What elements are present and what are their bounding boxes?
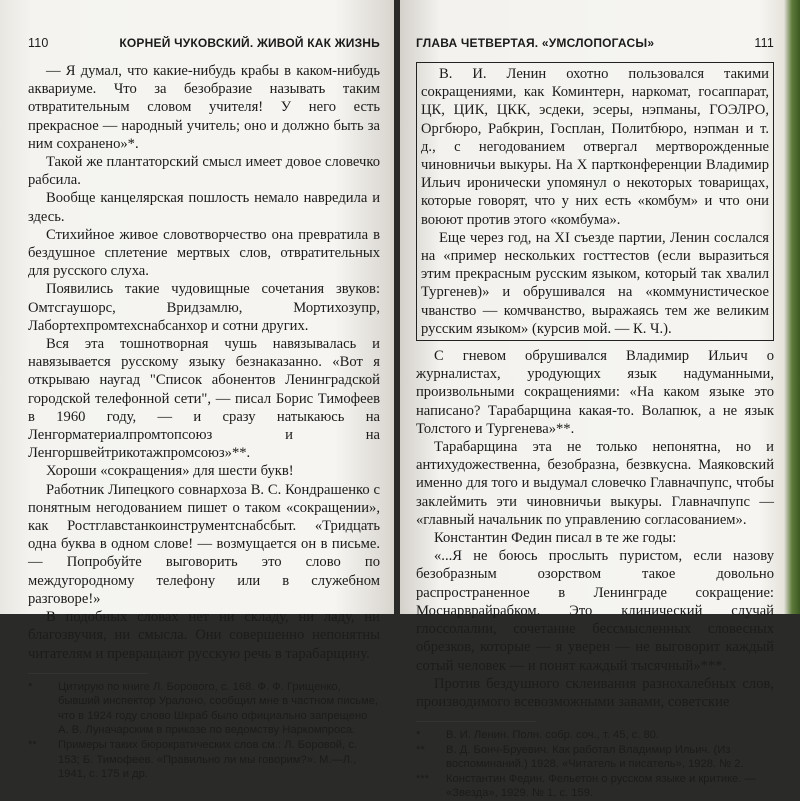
- footnote-text: Константин Федин. Фельетон о русском языке и критике. — «Звезда», 1929. № 1, с. 159.: [446, 772, 756, 800]
- paragraph: Работник Липецкого совнархоза В. С. Кондрашенко с понятным негодованием пишет о таком «сокращении», как Ростглавстанкоинструментснабсбыт. «Тридцать одна буква в одном слове! — возмущается он в письме. — Попробуйте выговорить это слово по междугородному телефону или в служебном разговоре!»: [28, 481, 380, 607]
- right-running-head: ГЛАВА ЧЕТВЕРТАЯ. «УМСЛОПОГАСЫ»: [416, 36, 655, 50]
- left-page: [0, 0, 394, 781]
- paragraph: Вся эта тошнотворная чушь навязывалась и навязывается русскому языку безнаказанно. «Вот я открываю наугад "Список абонентов Ленинградской городской телефонной сети", — писал Борис Тимофеев в 1960 году, — и сразу натыкаюсь на Ленгорматериалпромтопсоюз и на Ленгоршвейтрикотажпромсоюз»**.: [28, 336, 380, 462]
- paragraph: С гневом обрушивался Владимир Ильич о журналистах, уродующих язык надуманными, произвольными сокращениями: «На каком языке это написано? Тарабарщина какая-то. Волапюк, а не язык Толстого и Тургенева»**.: [416, 348, 774, 437]
- quote-paragraph: «...Я не боюсь прослыть пуристом, если назову безобразным озорством такое довольно распространенное в Ленинграде сокращение: Моснарврайрабком. Это клинический случай глоссолалии, сочетание бессмысленных словесных обрезков, которые — я уверен — не выговорит каждый сотый человек — и понят каждый тысячный»***.: [416, 548, 774, 674]
- left-running-head: КОРНЕЙ ЧУКОВСКИЙ. ЖИВОЙ КАК ЖИЗНЬ: [119, 36, 380, 50]
- paragraph: Вообще канцелярская пошлость немало навредила и здесь.: [28, 190, 380, 225]
- paragraph: Стихийное живое словотворчество она превратила в бездушное сплетение мертвых слов, отвратительных для русского слуха.: [28, 226, 380, 280]
- footnote-mark: **: [28, 739, 37, 752]
- left-body-text: [28, 62, 380, 663]
- footnote-mark: ***: [416, 772, 430, 785]
- footnote-mark: **: [416, 743, 425, 756]
- footnote: [28, 738, 380, 782]
- footnote-mark: *: [28, 680, 33, 693]
- footnote-text: Примеры таких бюрократических слов см.: Л. Боровой, с. 153; Б. Тимофеев. «Правильно ли мы говорим?». М.—Л., 1941, с. 175 и др.: [58, 739, 357, 781]
- footnote: [28, 680, 380, 738]
- paragraph: Появились такие чудовищные сочетания звуков: Омтсгаушорс, Вридзамлю, Мортихозупр, Лабортехпромтехснабсанхор и сотни других.: [28, 281, 380, 334]
- left-header: [28, 36, 380, 50]
- paragraph: Тарабарщина эта не только непонятна, но и антихудожественна, безобразна, безвкусна. Маяковский именно для того и выдумал словечко Главначпупс, чтобы заклеймить эти чиновничьи выкуры. Главначпупс — «главный начальник по управлению согласованием».: [416, 439, 774, 528]
- paragraph: Константин Федин писал в те же годы:: [434, 530, 677, 547]
- paragraph: В. И. Ленин охотно пользовался такими сокращениями, как Коминтерн, наркомат, госаппарат, ЦК, ЦИК, ЦКК, эсдеки, эсеры, нэпманы, ГОЭЛРО, Оргбюро, Рабкрин, Госплан, Политбюро, нэпман и т. д., с негодованием отвергал мертворожденные чиновничьи выкуры. На X партконференции Владимир Ильич иронически упомянул о некоторых товарищах, которые говорят, что у них есть «комбум» и что они воюют против этого «комбума».: [421, 66, 769, 228]
- right-header: [416, 36, 774, 50]
- footnote-divider: [416, 721, 536, 722]
- right-page: [400, 0, 800, 800]
- paragraph: В подобных словах нет ни складу, ни ладу, ни благозвучия, ни смысла. Они совершенно непонятны читателям и превращают русскую речь в тарабарщину.: [28, 609, 380, 662]
- right-body-text: [416, 62, 774, 711]
- boxed-insert: [416, 62, 774, 341]
- paragraph: Еще через год, на XI съезде партии, Ленин сослался на «пример нескольких госттестов (если выразиться этим прекрасным русским языком, который так хвалил Тургенев)» и обрушивался на «коммунистическое чванство — комчванство, выражаясь тем же великим русским языком» (курсив мой. — К. Ч.).: [421, 229, 769, 337]
- paragraph: Хороши «сокращения» для шести букв!: [46, 463, 294, 480]
- footnote: [416, 743, 774, 772]
- right-page-number: 111: [754, 36, 774, 50]
- footnote-divider: [28, 673, 148, 674]
- footnote: [416, 728, 774, 743]
- footnote-text: В. Д. Бонч-Бруевич. Как работал Владимир Ильич. (Из воспоминаний.) 1928. «Читатель и писатель», 1928. № 2.: [446, 743, 744, 771]
- left-page-number: 110: [28, 36, 49, 50]
- paragraph: Такой же плантаторский смысл имеет довое словечко рабсила.: [28, 154, 380, 189]
- footnote-text: В. И. Ленин. Полн. собр. соч., т. 45, с. 80.: [446, 729, 660, 742]
- footnote: [416, 772, 774, 801]
- footnote-mark: *: [416, 729, 421, 742]
- paragraph: — Я думал, что какие-нибудь крабы в каком-нибудь аквариуме. Что за безобразие называть таким отвратительным словом учителя! У него есть прекрасное — народный учитель; оно и должно быть за ним сохранено»*.: [28, 63, 380, 152]
- footnote-text: Цитирую по книге Л. Борового, с. 168. Ф. Ф. Грищенко, бывший инспектор Уралоно, сообщил мне в частном письме, что в 1924 году слово Шкраб было официально запрещено А. В. Луначарским в приказе по ведомству Наркомпроса.: [58, 680, 379, 737]
- paragraph: Против бездушного склеивания разнохалебных слов, производимого всевозможными завами, советские: [416, 675, 774, 710]
